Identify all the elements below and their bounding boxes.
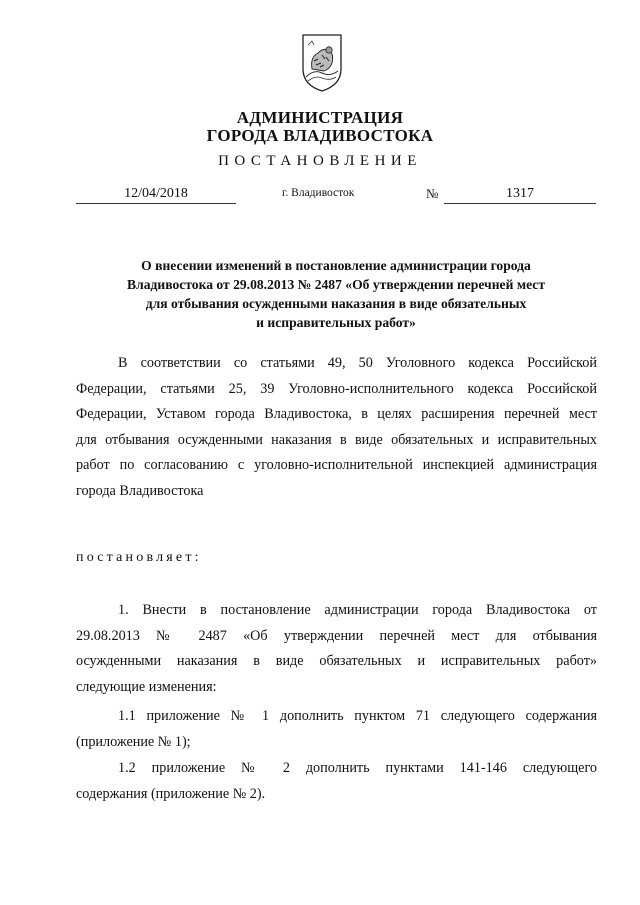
- text-line: работ по согласованию с уголовно-исполнительной инспекцией администрация: [76, 457, 597, 474]
- number-underline: [444, 203, 596, 204]
- coat-of-arms-icon: [300, 33, 344, 93]
- item-1-2-paragraph: [76, 756, 597, 807]
- text-line: 29.08.2013 № 2487 «Об утверждении перечней мест для отбывания: [76, 627, 597, 644]
- text-line: (приложение № 1);: [76, 733, 191, 750]
- document-type: ПОСТАНОВЛЕНИЕ: [218, 153, 422, 169]
- title-line: и исправительных работ»: [256, 315, 416, 330]
- item-1-paragraph: [76, 598, 597, 700]
- text-line: 1. Внести в постановление администрации города Владивостока от: [118, 602, 597, 618]
- text-line: следующие изменения:: [76, 678, 217, 695]
- text-line: В соответствии со статьями 49, 50 Уголовного кодекса Российской: [118, 355, 597, 371]
- decree-word: постановляет:: [76, 550, 202, 565]
- text-line: осужденными наказания в виде обязательных и исправительных работ»: [76, 653, 597, 670]
- text-line: для отбывания осужденными наказания в виде обязательных и исправительных: [76, 431, 597, 448]
- item-1-1-paragraph: [76, 704, 597, 755]
- org-name-line2: ГОРОДА ВЛАДИВОСТОКА: [206, 126, 434, 145]
- document-number: 1317: [506, 186, 534, 201]
- title-line: для отбывания осужденными наказания в виде обязательных: [145, 296, 527, 311]
- date-underline: [76, 203, 236, 204]
- title-line: Владивостока от 29.08.2013 № 2487 «Об утверждении перечней мест: [127, 277, 545, 292]
- text-line: 1.1 приложение № 1 дополнить пунктом 71 следующего содержания: [118, 708, 597, 724]
- text-line: города Владивостока: [76, 482, 204, 499]
- number-label: №: [426, 186, 439, 201]
- title-line: О внесении изменений в постановление администрации города: [141, 258, 531, 273]
- document-title: [76, 256, 596, 332]
- text-line: Федерации, Уставом города Владивостока, в целях расширения перечней мест: [76, 406, 597, 423]
- text-line: содержания (приложение № 2).: [76, 785, 266, 802]
- document-date: 12/04/2018: [124, 186, 188, 201]
- document-city: г. Владивосток: [282, 187, 355, 199]
- text-line: Федерации, статьями 25, 39 Уголовно-исполнительного кодекса Российской: [76, 380, 597, 397]
- org-name-line1: АДМИНИСТРАЦИЯ: [236, 108, 404, 127]
- preamble-paragraph: [76, 351, 597, 505]
- text-line: 1.2 приложение № 2 дополнить пунктами 141-146 следующего: [118, 760, 597, 776]
